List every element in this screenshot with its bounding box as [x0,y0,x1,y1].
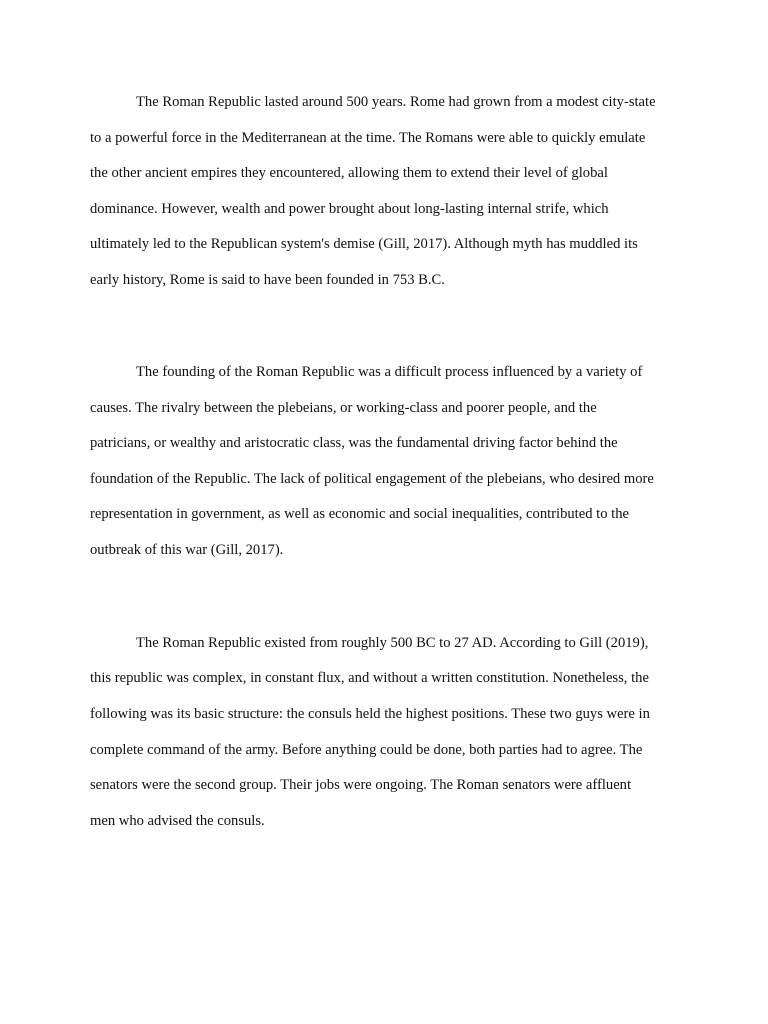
paragraph-line: foundation of the Republic. The lack of political engagement of the plebeians, who desired more [90,471,654,487]
paragraph-line: to a powerful force in the Mediterranean at the time. The Romans were able to quickly emulate [90,130,646,146]
paragraph-line: early history, Rome is said to have been founded in 753 B.C. [90,272,445,288]
paragraph-line: senators were the second group. Their jobs were ongoing. The Roman senators were affluent [90,777,632,793]
paragraph-line: following was its basic structure: the consuls held the highest positions. These two guys were in [90,706,650,722]
paragraph-line: men who advised the consuls. [90,813,265,829]
paragraph-line: representation in government, as well as economic and social inequalities, contributed to the [90,506,629,522]
paragraph-line: the other ancient empires they encountered, allowing them to extend their level of global [90,165,608,181]
paragraph-line: outbreak of this war (Gill, 2017). [90,542,284,558]
paragraph-line: The Roman Republic existed from roughly 500 BC to 27 AD. According to Gill (2019), [136,635,649,651]
paragraph-line: causes. The rivalry between the plebeians, or working-class and poorer people, and the [90,400,597,416]
paragraph-line: complete command of the army. Before anything could be done, both parties had to agree. The [90,742,643,758]
paragraph-line: ultimately led to the Republican system's demise (Gill, 2017). Although myth has muddled its [90,236,638,252]
paragraph-line: The founding of the Roman Republic was a difficult process influenced by a variety of [136,364,643,380]
paragraph-line: this republic was complex, in constant flux, and without a written constitution. Nonetheless, the [90,670,649,686]
paragraph-line: patricians, or wealthy and aristocratic class, was the fundamental driving factor behind the [90,435,618,451]
paragraph-line: dominance. However, wealth and power brought about long-lasting internal strife, which [90,201,609,217]
paragraph-line: The Roman Republic lasted around 500 years. Rome had grown from a modest city-state [136,94,656,110]
